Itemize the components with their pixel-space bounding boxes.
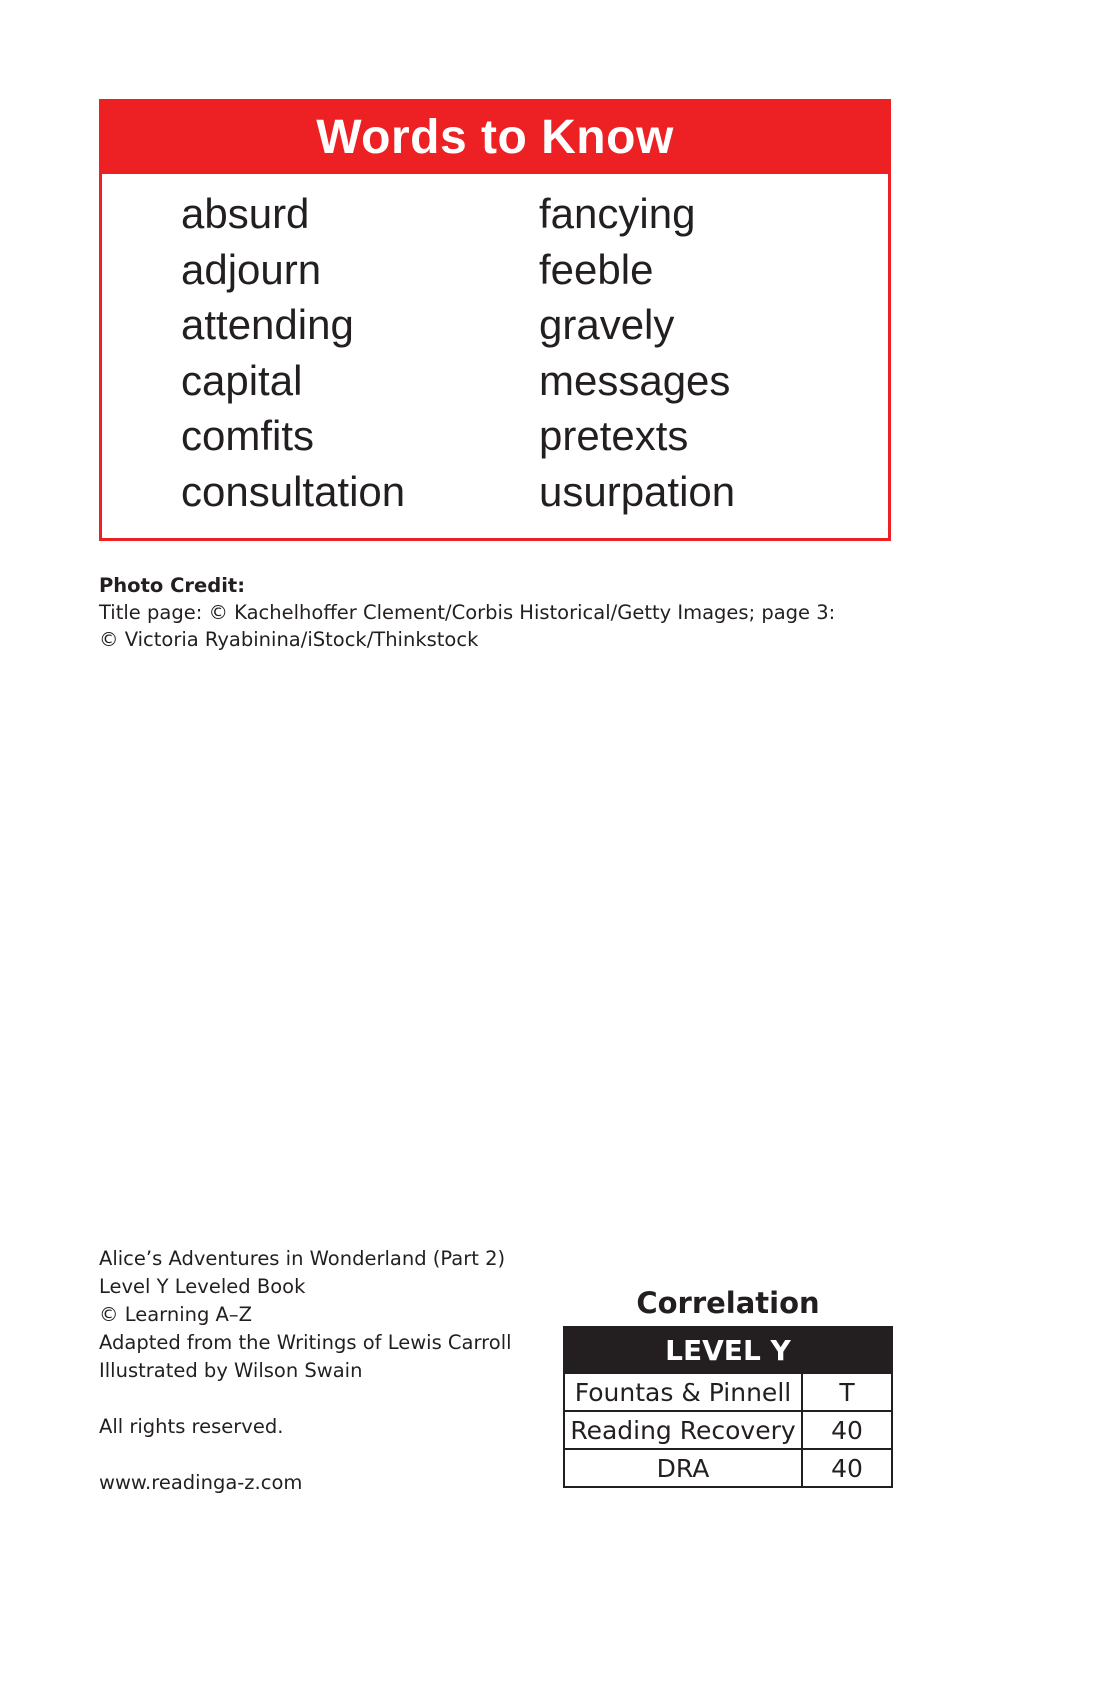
photo-credit-label: Photo Credit: [99,574,245,597]
table-row [564,1373,892,1411]
word-item: messages [539,356,731,404]
book-title: Alice’s Adventures in Wonderland (Part 2) [99,1247,506,1270]
photo-credit [99,572,835,653]
word-item: capital [181,356,303,404]
word-item: adjourn [181,245,322,293]
word-item: pretexts [539,412,689,459]
word-item: absurd [181,190,310,237]
value-cell: 40 [802,1449,892,1487]
word-list-left [181,186,405,519]
level-header: LEVEL Y [564,1327,892,1373]
correlation-table [563,1326,893,1488]
photo-credit-line: © Victoria Ryabinina/iStock/Thinkstock [99,628,479,651]
table-row [564,1411,892,1449]
word-item: attending [181,301,354,348]
book-level: Level Y Leveled Book [99,1275,306,1298]
word-item: feeble [539,245,654,293]
book-info [99,1245,512,1497]
system-cell: Fountas & Pinnell [564,1373,802,1411]
word-item: comfits [181,412,315,459]
words-to-know-title: Words to Know [102,102,888,174]
correlation-title: Correlation [636,1286,820,1320]
word-item: gravely [539,301,675,348]
photo-credit-line: Title page: © Kachelhoffer Clement/Corbis Historical/Getty Images; page 3: [99,601,836,624]
table-row [564,1449,892,1487]
words-to-know-box [99,99,891,541]
rights-line: All rights reserved. [99,1415,284,1438]
adapted-line: Adapted from the Writings of Lewis Carroll [99,1331,512,1354]
value-cell: 40 [802,1411,892,1449]
word-item: usurpation [539,467,736,515]
word-list-right [539,186,735,519]
value-cell: T [802,1373,892,1411]
word-item: fancying [539,190,696,237]
system-cell: DRA [564,1449,802,1487]
illustrated-line: Illustrated by Wilson Swain [99,1359,363,1382]
website-link[interactable]: www.readinga-z.com [99,1471,303,1494]
word-item: consultation [181,467,406,515]
copyright-line: © Learning A–Z [99,1303,253,1326]
system-cell: Reading Recovery [564,1411,802,1449]
